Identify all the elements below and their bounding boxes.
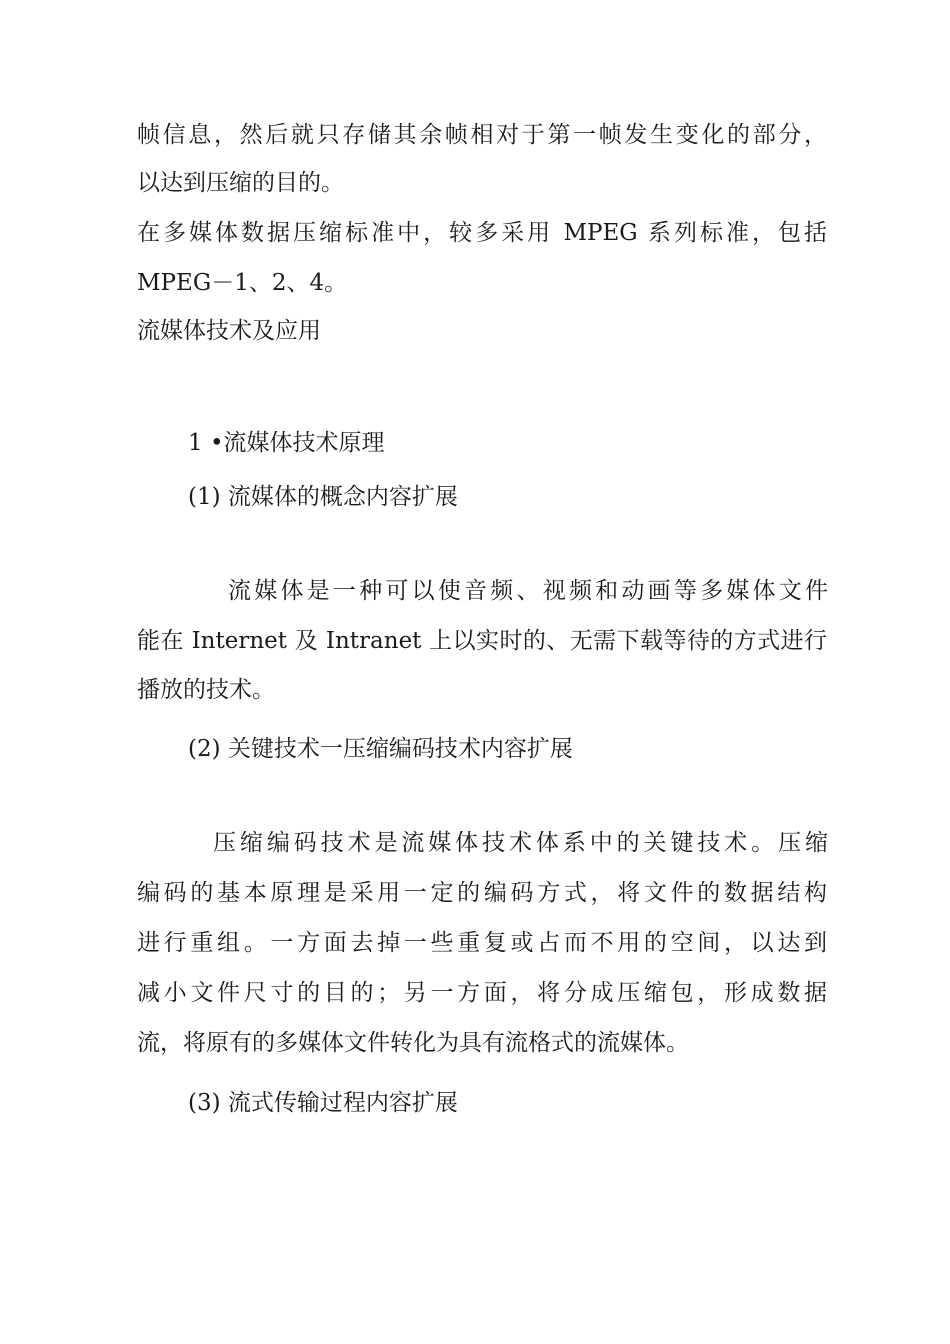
- paragraph-line: 流媒体是一种可以使音频、视频和动画等多媒体文件: [228, 578, 828, 604]
- subsection-heading: 1 •流媒体技术原理: [188, 430, 385, 456]
- paragraph-line: 压缩编码技术是流媒体技术体系中的关键技术。压缩: [213, 830, 828, 856]
- paragraph-line: 进行重组。一方面去掉一些重复或占而不用的空间，以达到: [137, 930, 827, 956]
- paragraph-line: 减小文件尺寸的目的；另一方面，将分成压缩包，形成数据: [137, 980, 827, 1006]
- paragraph-line: 能在 Internet 及 Intranet 上以实时的、无需下载等待的方式进行: [137, 628, 827, 654]
- subsection-item: (1) 流媒体的概念内容扩展: [188, 484, 458, 510]
- paragraph-line: 编码的基本原理是采用一定的编码方式，将文件的数据结构: [137, 880, 827, 906]
- paragraph-line: 流，将原有的多媒体文件转化为具有流格式的流媒体。: [137, 1030, 689, 1056]
- text-line: MPEG－1、2、4。: [137, 270, 348, 296]
- paragraph-line: 播放的技术。: [137, 677, 275, 703]
- text-line: 帧信息，然后就只存储其余帧相对于第一帧发生变化的部分，: [137, 122, 827, 148]
- subsection-item: (3) 流式传输过程内容扩展: [188, 1090, 458, 1116]
- text-line: 以达到压缩的目的。: [137, 170, 344, 196]
- text-line: 在多媒体数据压缩标准中，较多采用 MPEG 系列标准，包括: [137, 220, 827, 246]
- section-heading: 流媒体技术及应用: [137, 318, 321, 344]
- subsection-item: (2) 关键技术一压缩编码技术内容扩展: [188, 736, 573, 762]
